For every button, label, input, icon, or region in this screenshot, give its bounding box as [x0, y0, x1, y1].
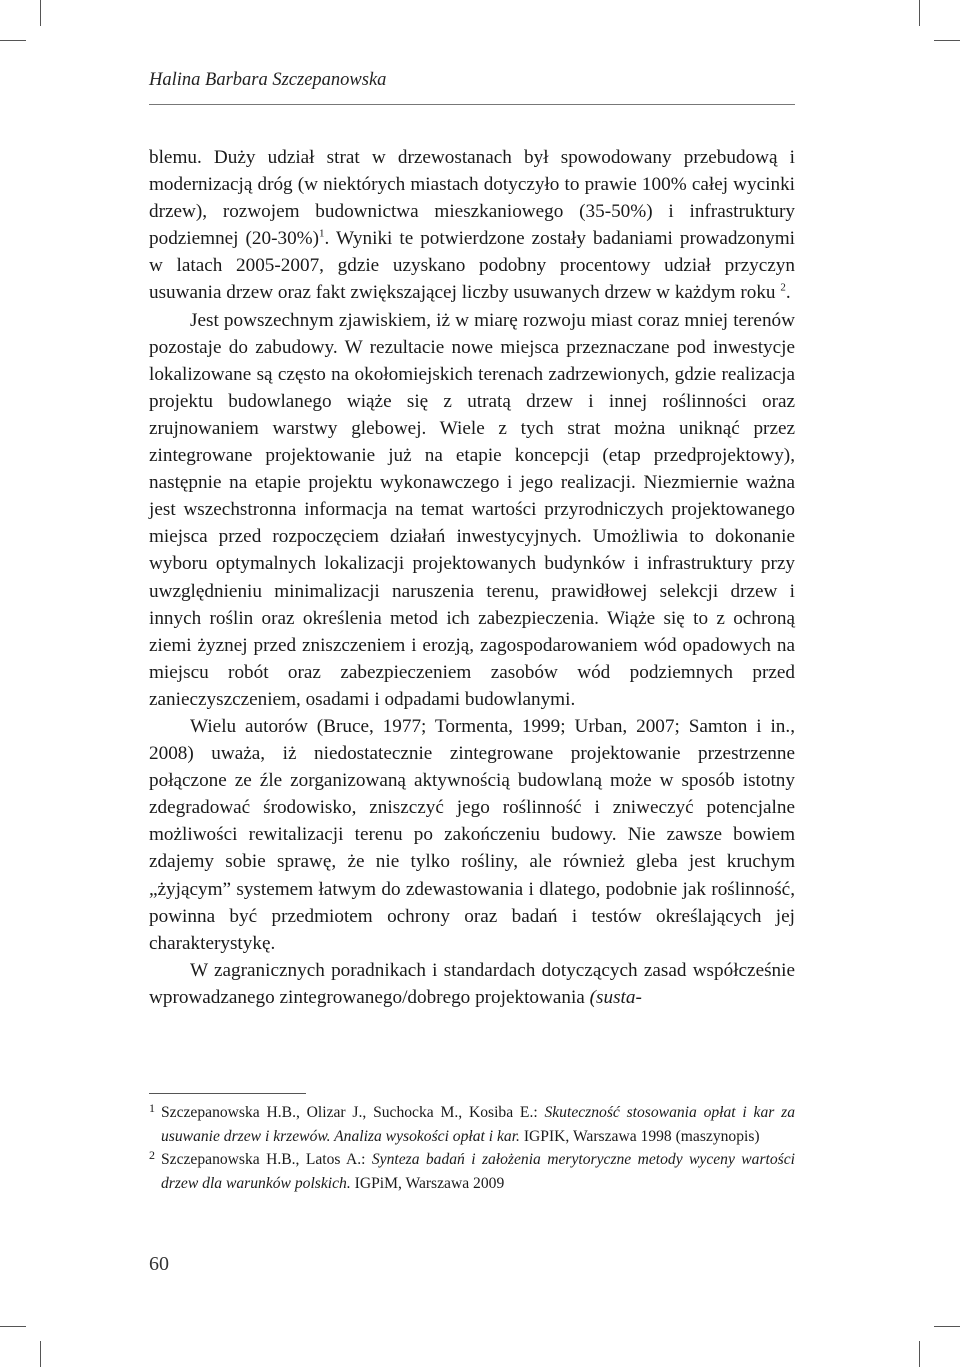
crop-mark: [934, 40, 960, 41]
crop-mark: [40, 0, 41, 26]
footnote-number: 1: [149, 1101, 155, 1115]
paragraph: W zagranicznych poradnikach i standardach dotyczących zasad współcześnie wprowadzanego zintegrowanego/dobrego projektowania (susta-: [149, 959, 795, 1008]
paragraph: Jest powszechnym zjawiskiem, iż w miarę rozwoju miast coraz mniej terenów pozostaje do zabudowy. W rezultacie nowe miejsca przeznaczane pod inwestycje lokalizowane są często na okołomiejskich terenach zadrzewionych, gdzie realizacja projektu budowlanego wiąże się z utratą drzew i innej roślinności oraz zrujnowaniem warstwy glebowej. Wiele z tych strat można uniknąć przez zintegrowane projektowanie już na etapie koncepcji (etap przedprojektowy), następnie na etapie projektu wykonawczego i jego realizacji. Niezmiernie ważna jest wszechstronna informacja na temat wartości przyrodniczych projektowanego miejsca przed rozpoczęciem działań inwestycyjnych. Umożliwia to dokonanie wyboru optymalnych lokalizacji projektowanych budynków i infrastruktury przy uwzględnieniu minimalizacji naruszenia terenu, prawidłowej selekcji drzew i innych roślin oraz określenia metod ich zabezpieczenia. Wiąże się to z ochroną ziemi żyznej przed zniszczeniem i erozją, zagospodarowaniem wód opadowych na miejscu robót oraz zabezpieczeniem zasobów wód podziemnych przed zanieczyszczeniem, osadami i odpadami budowlanymi.: [149, 309, 795, 710]
paragraph: blemu. Duży udział strat w drzewostanach był spowodowany przebudową i modernizacją dróg (w niektórych miastach dotyczyło to prawie 100% całej wycinki drzew), rozwojem budownictwa mieszkaniowego (35-50%) i infrastruktury podziemnej $(20-30\%)^1$. Wyniki te potwierdzone zostały badaniami prowadzonymi w latach 2005-2007, gdzie uzyskano podobny procentowy udział przyczyn usuwania drzew oraz fakt zwiększającej liczby usuwanych drzew w każdym roku $^2$.: [149, 147, 795, 304]
crop-mark: [919, 1341, 920, 1367]
crop-mark: [919, 0, 920, 26]
footnote-ref[interactable]: 2: [780, 282, 786, 295]
crop-mark: [0, 1326, 26, 1327]
header-divider: [149, 104, 795, 105]
footnote: 1 Szczepanowska H.B., Olizar J., Suchocka M., Kosiba E.: Skuteczność stosowania opłat i kar za usuwanie drzew i krzewów. Analiza wysokości opłat i kar. IGPIK, Warszawa 1998 (maszynopis): [149, 1101, 795, 1148]
footnote-number: 2: [149, 1148, 155, 1162]
footnotes: [149, 1101, 795, 1195]
crop-mark: [934, 1326, 960, 1327]
footnote-ref[interactable]: 1: [319, 227, 325, 240]
crop-mark: [0, 40, 26, 41]
running-header: Halina Barbara Szczepanowska: [149, 70, 387, 90]
footnote: 2 Szczepanowska H.B., Latos A.: Synteza badań i założenia merytoryczne metody wyceny wartości drzew dla warunków polskich. IGPiM, Warszawa 2009: [149, 1148, 795, 1195]
page-number: 60: [149, 1253, 169, 1275]
paragraph: Wielu autorów (Bruce, 1977; Tormenta, 1999; Urban, 2007; Samton i in., 2008) uważa, iż niedostatecznie zintegrowane projektowanie przestrzenne połączone ze źle zorganizowaną aktywnością budowlaną może w sposób istotny zdegradować środowisko, zniszczyć jego roślinność i zniweczyć potencjalne możliwości rewitalizacji terenu po zakończeniu budowy. Nie zawsze bowiem zdajemy sobie sprawę, że nie tylko rośliny, ale również gleba jest kruchym „żyjącym” systemem łatwym do zdewastowania i dlatego, podobnie jak roślinność, powinna być przedmiotem ochrony oraz badań i testów określających jej charakterystykę.: [149, 715, 795, 954]
crop-mark: [40, 1341, 41, 1367]
footnote-divider: [149, 1093, 306, 1094]
main-text: [149, 144, 795, 1011]
